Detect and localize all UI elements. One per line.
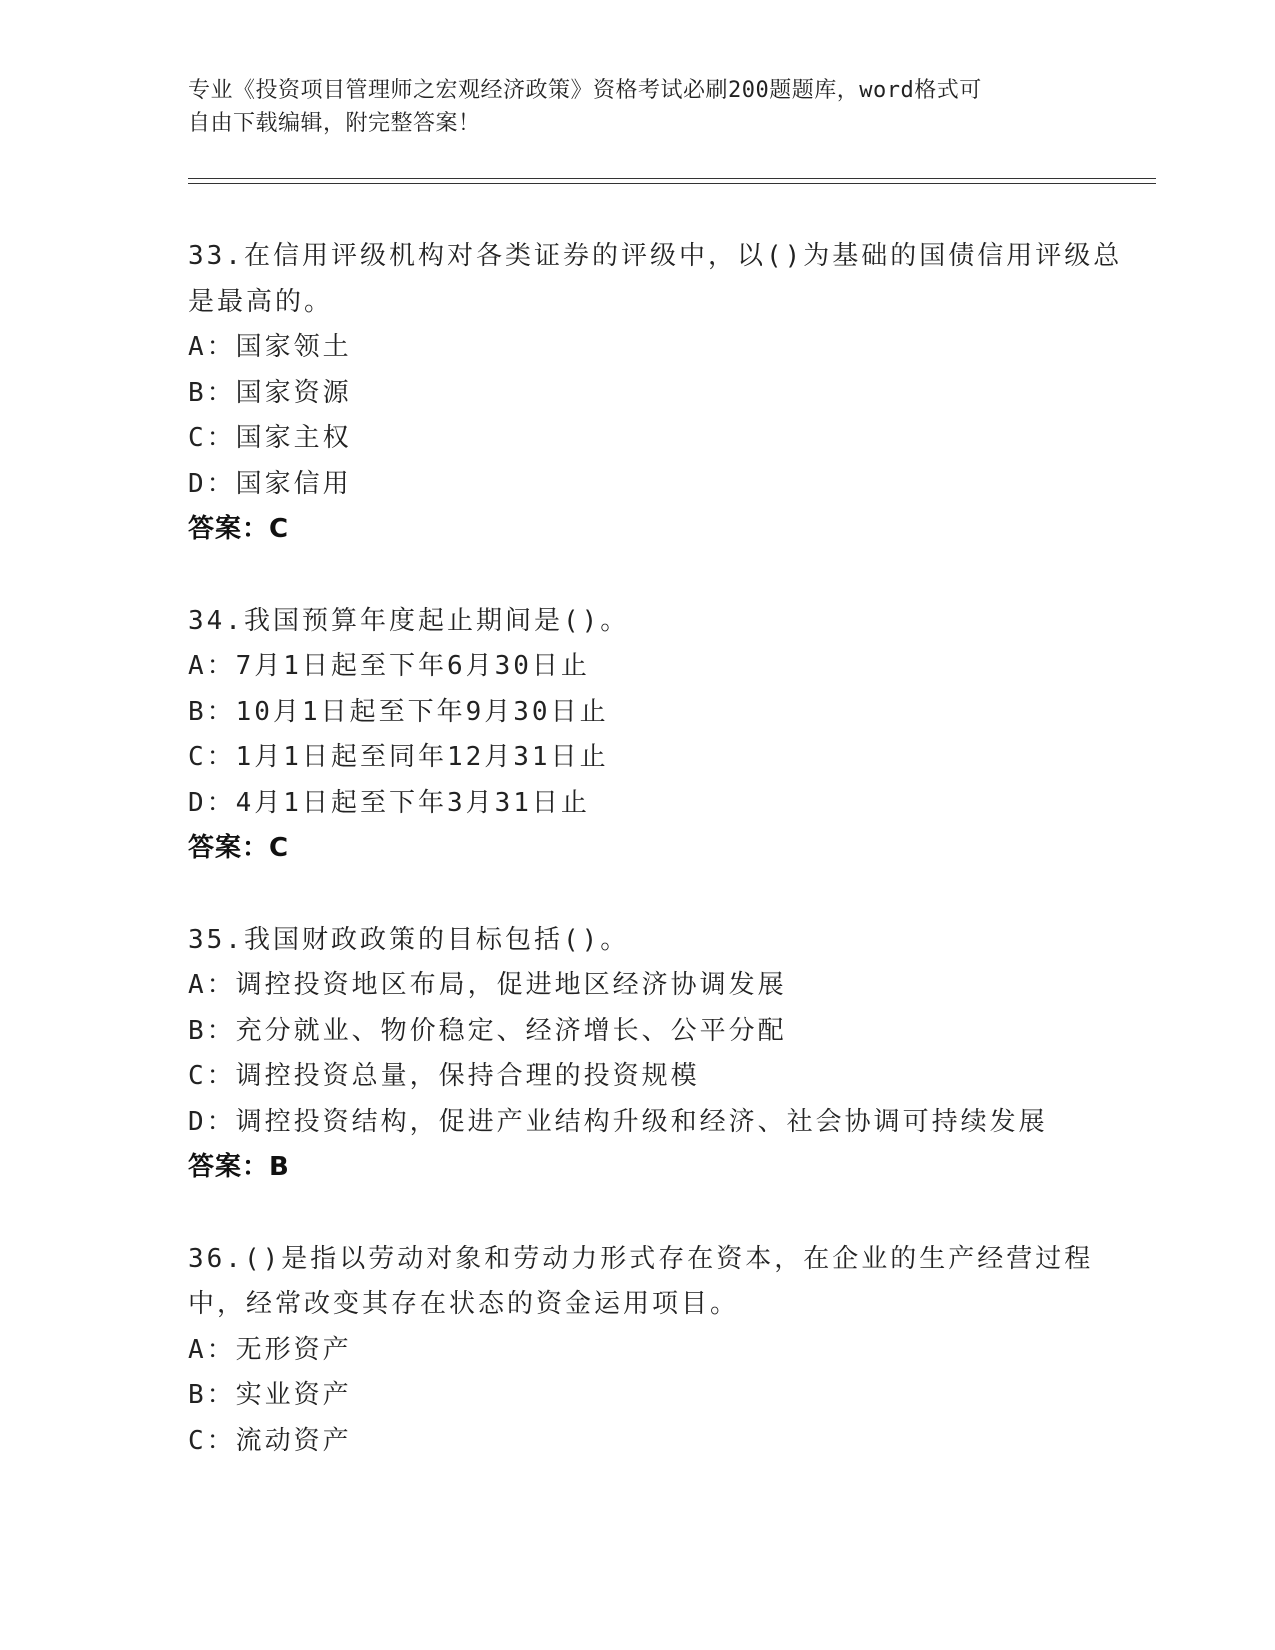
question-36 <box>188 1237 1128 1465</box>
option-c: C：国家主权 <box>188 423 352 453</box>
option-b: B：充分就业、物价稳定、经济增长、公平分配 <box>188 1015 787 1046</box>
option-d: D：调控投资结构，促进产业结构升级和经济、社会协调可持续发展 <box>188 1106 1048 1137</box>
header-line-2: 自由下载编辑，附完整答案！ <box>188 111 481 136</box>
option-d: D：4月1日起至下年3月31日止 <box>188 787 590 818</box>
option-c: C：调控投资总量，保持合理的投资规模 <box>188 1061 700 1091</box>
option-a: A：7月1日起至下年6月30日止 <box>188 651 590 681</box>
option-a: A：无形资产 <box>188 1334 352 1365</box>
question-33 <box>188 234 1128 553</box>
question-35 <box>188 918 1128 1191</box>
option-b: B：国家资源 <box>188 377 352 408</box>
question-text: 33.在信用评级机构对各类证券的评级中，以()为基础的国债信用评级总是最高的。 <box>188 241 1123 317</box>
document-header <box>188 74 1088 140</box>
option-c: C：流动资产 <box>188 1425 352 1456</box>
answer-line: 答案：B <box>188 1152 290 1182</box>
header-divider-bottom <box>188 183 1156 184</box>
question-text: 35.我国财政政策的目标包括()。 <box>188 924 630 955</box>
answer-line: 答案：C <box>188 833 290 863</box>
question-list <box>188 234 1128 1510</box>
answer-line: 答案：C <box>188 514 290 544</box>
question-text: 34.我国预算年度起止期间是()。 <box>188 605 630 636</box>
question-34 <box>188 599 1128 872</box>
option-d: D：国家信用 <box>188 468 352 499</box>
header-line-1: 专业《投资项目管理师之宏观经济政策》资格考试必刷200题题库，word格式可 <box>188 78 982 103</box>
option-b: B：10月1日起至下年9月30日止 <box>188 696 609 727</box>
option-c: C：1月1日起至同年12月31日止 <box>188 742 609 772</box>
option-b: B：实业资产 <box>188 1380 352 1410</box>
option-a: A：调控投资地区布局，促进地区经济协调发展 <box>188 970 787 1000</box>
header-divider-top <box>188 178 1156 179</box>
question-text: 36.()是指以劳动对象和劳动力形式存在资本，在企业的生产经营过程中，经常改变其存在状态的资金运用项目。 <box>188 1243 1094 1319</box>
option-a: A：国家领土 <box>188 332 352 362</box>
